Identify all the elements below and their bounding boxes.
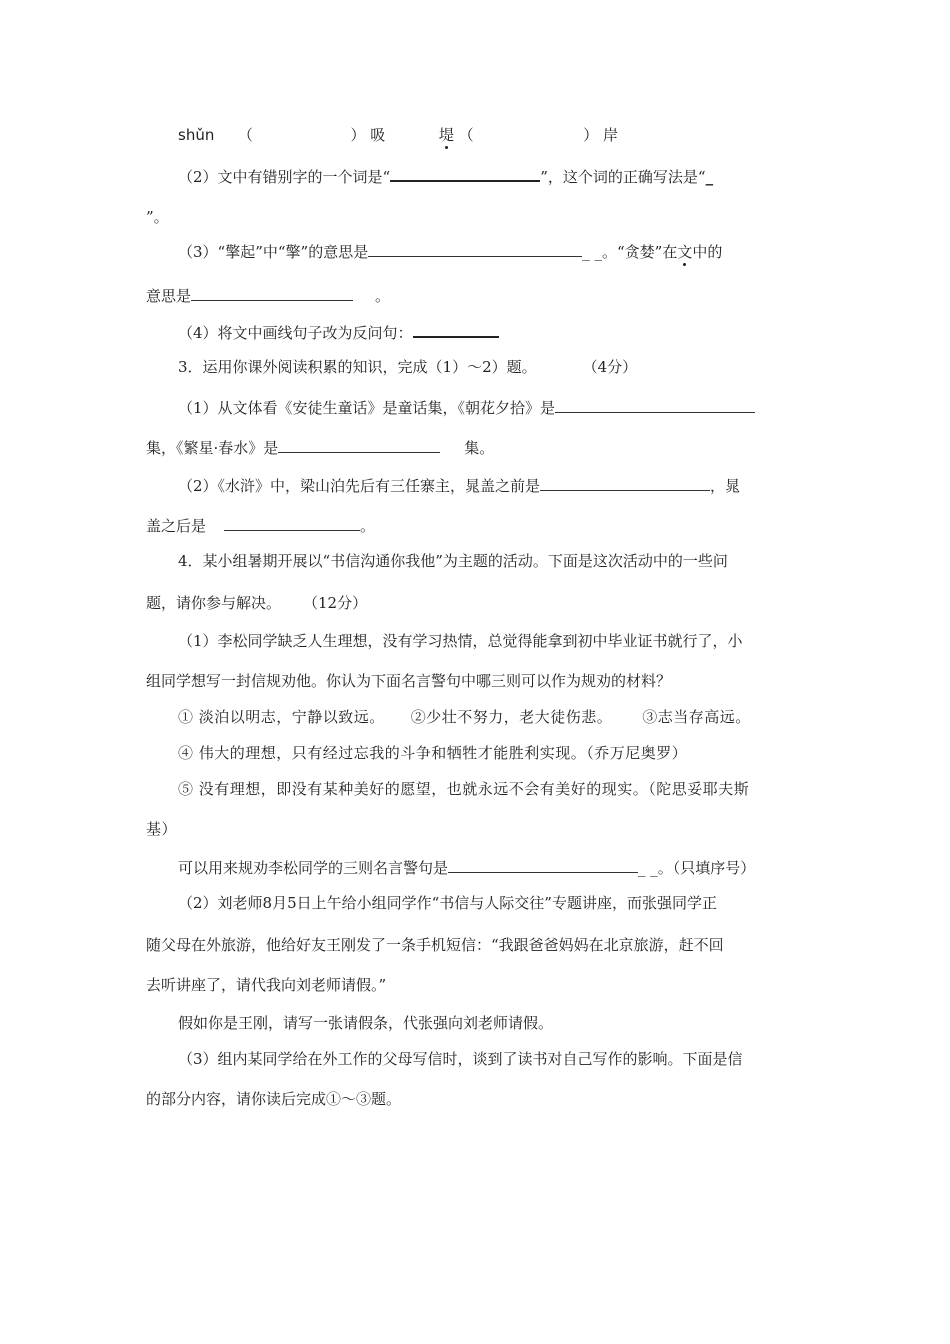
quotes-row-1 [178,706,751,728]
quote-1: ① 淡泊以明志，宁静以致远。 [178,708,385,726]
question-4-2-line1: （2）刘老师8月5日上午给小组同学作“书信与人际交往”专题讲座，而张强同学正 [178,894,717,912]
question-2-2-line1: （2）文中有错别字的一个词是“ ”，这个词的正确写法是“_ [178,164,713,188]
paren2-close: ） [583,126,599,144]
question-4-1-line2: 组同学想写一封信规劝他。你认为下面名言警句中哪三则可以作为规劝的材料？ [146,672,672,690]
blank-tanlan-meaning[interactable] [191,284,353,301]
question-4-line2: 题，请你参与解决。 （12分） [146,594,368,612]
blank-before-chaogai[interactable] [540,474,710,491]
blank-quote-numbers[interactable] [448,856,638,873]
question-3-1-line2: 集，《繁星·春水》是 集。 [146,436,494,459]
blank-after-chaogai[interactable] [224,514,360,531]
paren-close: ） [350,126,366,144]
question-2-4: （4）将文中画线句子改为反问句： [178,320,499,344]
quote-2: ②少壮不努力，老大徒伤悲。 [410,708,613,726]
quote-4: ④ 伟大的理想，只有经过忘我的斗争和牺牲才能胜利实现。（乔万尼奥罗） [178,744,688,762]
blank-zhaohua-genre[interactable] [555,396,755,413]
question-3-1-line1: （1）从文体看《安徒生童话》是童话集，《朝花夕拾》是 [178,396,755,419]
char-xi: 吸 [370,126,386,144]
blank-correct-word[interactable]: _ [705,168,714,186]
paren2-open: （ [458,126,474,144]
blank-wrong-word[interactable] [390,164,540,182]
question-3-2-line1: （2）《水浒》中，梁山泊先后有三任寨主，晁盖之前是 ，晁 [178,474,740,497]
blank-rhetorical[interactable] [413,320,499,338]
blank-fanxing-genre[interactable] [278,436,440,453]
question-2-3-line1: （3）“擎起”中“擎”的意思是 _ _。“贪婪”在文中的 [178,240,722,263]
pinyin-text: shǔn [178,126,215,144]
question-4-1-fill: 可以用来规劝李松同学的三则名言警句是 _ _。（只填序号） [178,856,755,879]
quote-5-line1: ⑤ 没有理想，即没有某种美好的愿望，也就永远不会有美好的现实。（陀思妥耶夫斯 [178,780,750,798]
question-4-3-line1: （3）组内某同学给在外工作的父母写信时，谈到了读书对自己写作的影响。下面是信 [178,1050,743,1068]
question-4-line1: 4．某小组暑期开展以“书信沟通你我他”为主题的活动。下面是这次活动中的一些问 [178,552,728,570]
quote-5-line2: 基） [146,820,178,838]
quote-3: ③志当存高远。 [642,708,751,726]
question-3-2-line2: 盖之后是 。 [146,514,375,537]
question-4-3-line2: 的部分内容，请你读后完成①～③题。 [146,1090,402,1108]
question-4-2-line3: 去听讲座了，请代我向刘老师请假。” [146,976,387,994]
char-an: 岸 [603,126,619,144]
question-4-2-line4: 假如你是王刚，请写一张请假条，代张强向刘老师请假。 [178,1014,554,1032]
dotted-text: 在文中 [662,243,708,261]
question-2-3-line2: 意思是 。 [146,284,390,307]
question-3-title: 3．运用你课外阅读积累的知识，完成（1）～2）题。 （4分） [178,358,638,376]
question-4-1-line1: （1）李松同学缺乏人生理想，没有学习热情，总觉得能拿到初中毕业证书就行了，小 [178,632,743,650]
question-2-2-line2: ”。 [146,208,169,226]
paren-open: （ [237,126,253,144]
pinyin-row [178,124,618,146]
question-4-2-line2: 随父母在外旅游，他给好友王刚发了一条手机短信：“我跟爸爸妈妈在北京旅游，赶不回 [146,936,724,954]
char-di: 堤 [438,126,454,144]
blank-qing-meaning[interactable] [368,240,582,257]
